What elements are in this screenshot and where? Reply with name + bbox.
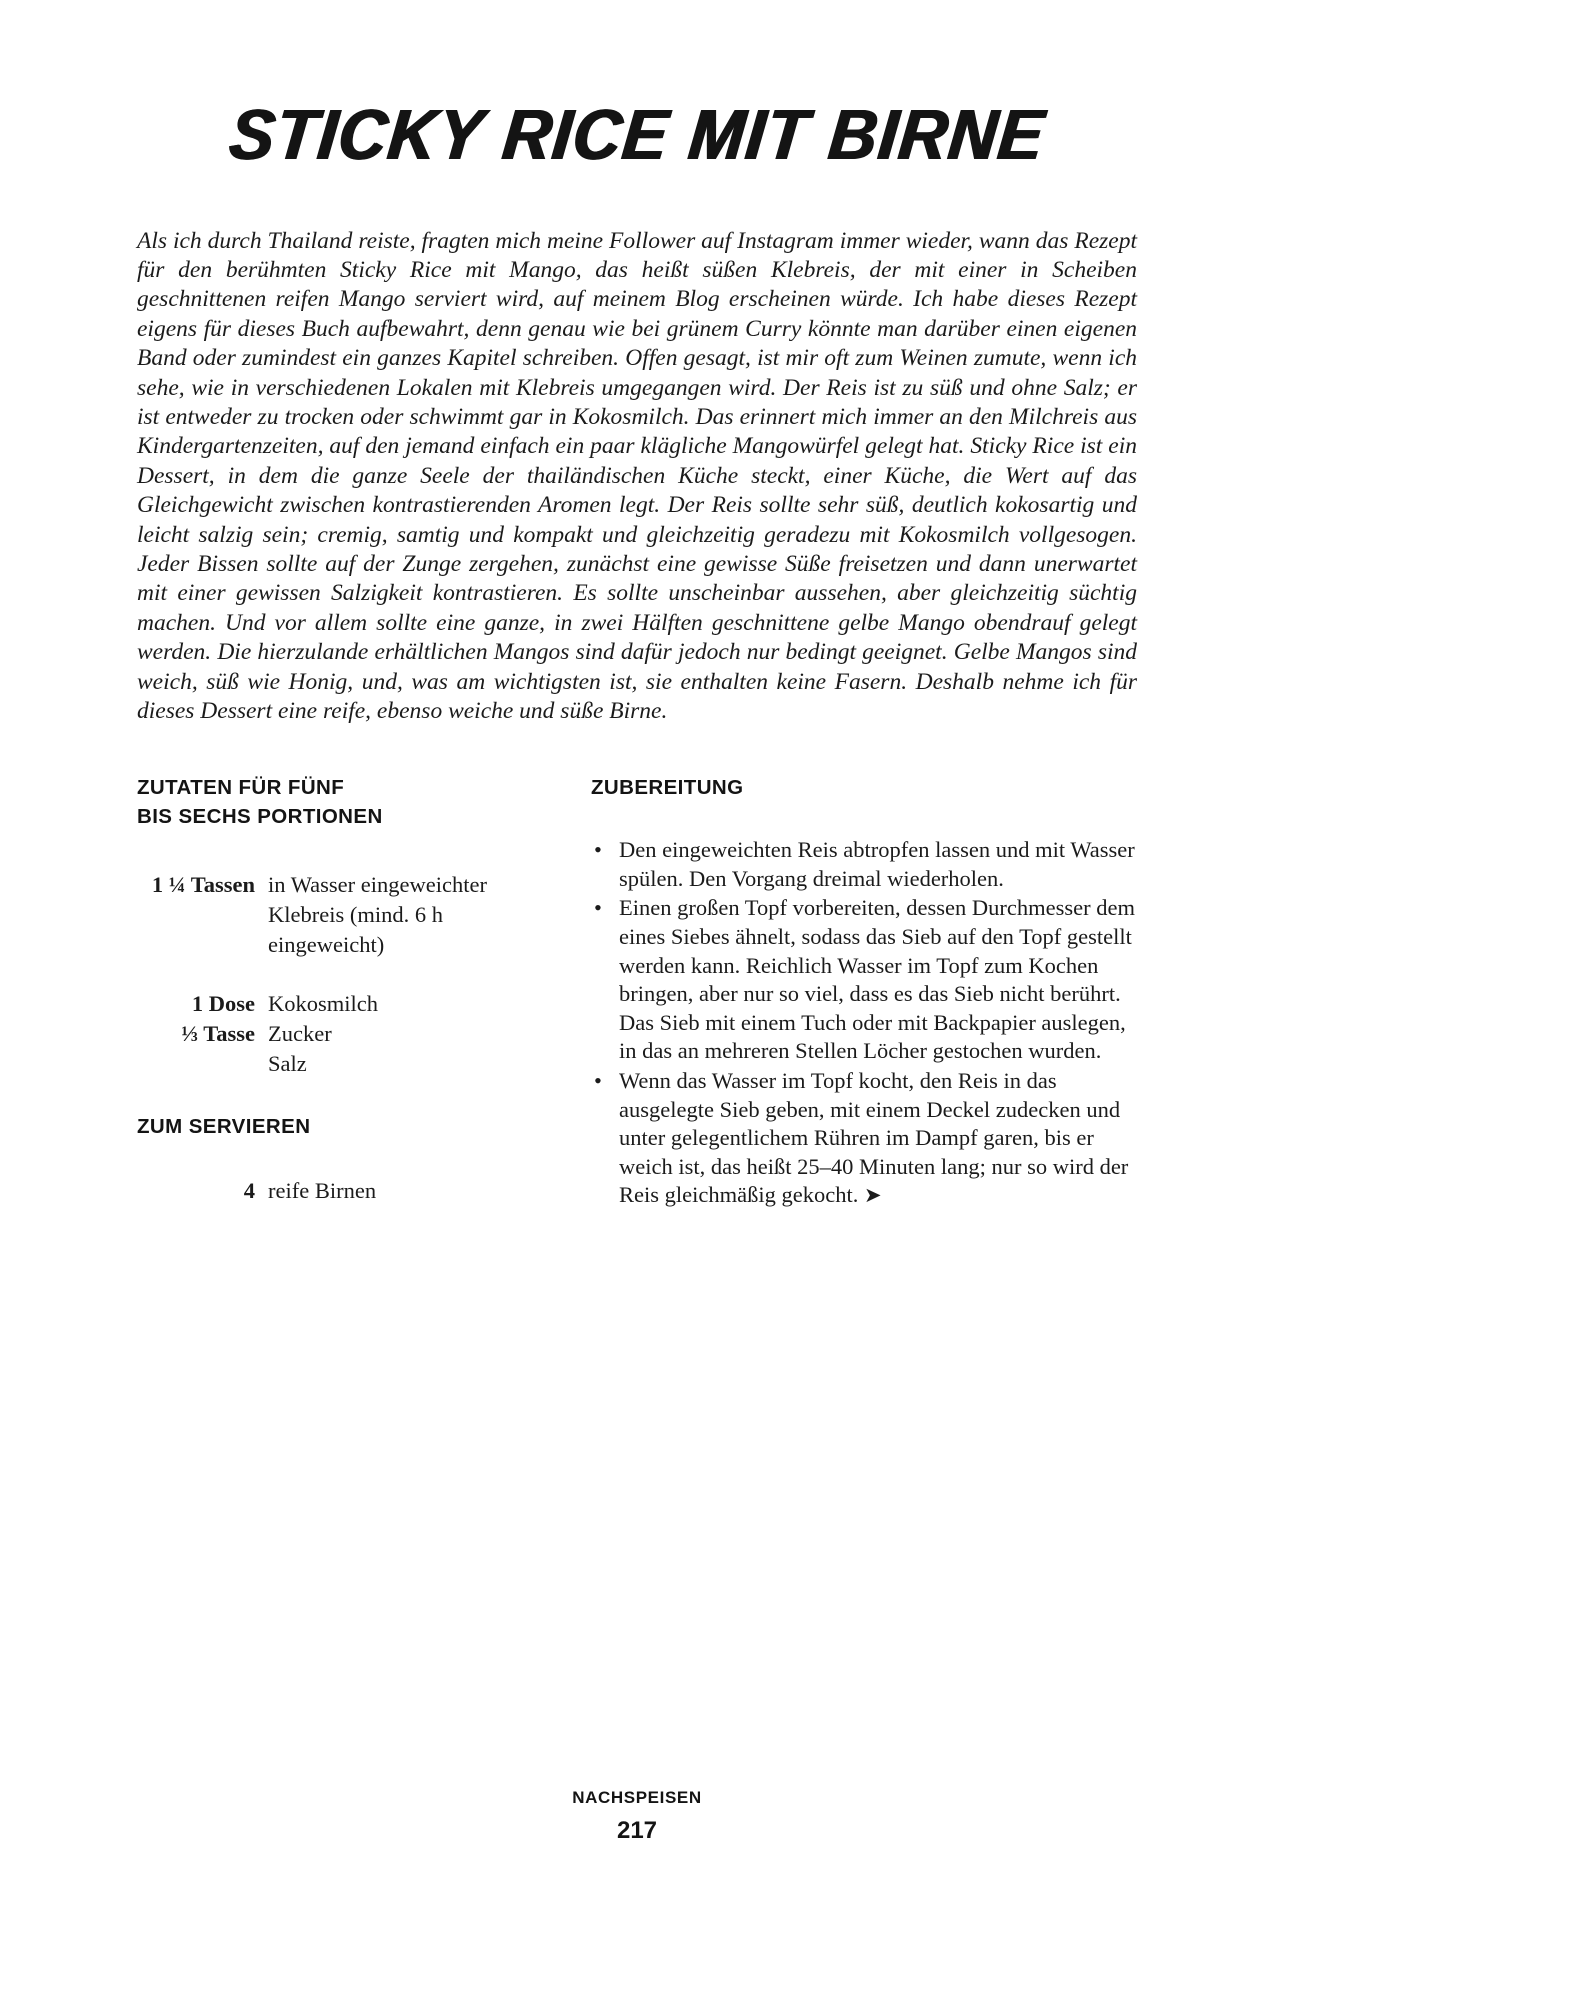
serve-list: [137, 1178, 535, 1204]
ingredient-amount: ⅓ Tasse: [181, 1020, 255, 1046]
preparation-steps: [591, 836, 1137, 1210]
ingredients-heading-line2: BIS SECHS PORTIONEN: [137, 805, 383, 829]
preparation-column: [591, 773, 1137, 1211]
preparation-step: [591, 894, 1137, 1066]
ingredient-row: [137, 870, 535, 960]
ingredient-text: Salz: [268, 1050, 307, 1076]
page-number: 217: [616, 1817, 658, 1844]
ingredient-text: Zucker: [268, 1020, 332, 1046]
recipe-page: [137, 0, 1137, 1211]
preparation-step-text: Einen großen Topf vorbereiten, dessen Durchmesser dem eines Siebes ähnelt, sodass das Sieb auf den Topf gestellt werden kann. Reichlich Wasser im Topf zum Kochen bringen, aber nur so viel, dass es das Sieb nicht berührt. Das Sieb mit einem Tuch oder mit Backpapier auslegen, in das an mehreren Stellen Löcher gestochen wurden.: [619, 895, 1135, 1064]
preparation-step-text: Den eingeweichten Reis abtropfen lassen und mit Wasser spülen. Den Vorgang dreimal wiederholen.: [619, 837, 1135, 891]
ingredient-row: [137, 989, 535, 1019]
preparation-heading: ZUBEREITUNG: [591, 775, 744, 799]
recipe-columns: [137, 773, 1137, 1211]
recipe-title-text: STICKY RICE MIT BIRNE: [225, 94, 1049, 174]
ingredient-text: reife Birnen: [268, 1178, 377, 1204]
ingredients-heading-line1: ZUTATEN FÜR FÜNF: [137, 775, 345, 799]
ingredient-amount: 1 ¼ Tassen: [151, 871, 255, 897]
ingredient-list: [137, 870, 535, 1079]
ingredient-row: [137, 1049, 535, 1079]
serve-heading: ZUM SERVIEREN: [137, 1115, 311, 1139]
preparation-step: [591, 836, 1137, 893]
ingredient-amount: 4: [243, 1178, 255, 1204]
ingredients-heading: [137, 773, 535, 832]
ingredient-row: [137, 1019, 535, 1049]
recipe-title: [137, 0, 1137, 174]
ingredient-amount: [137, 1049, 255, 1079]
ingredient-text: Kokosmilch: [268, 990, 378, 1016]
ingredient-amount: 1 Dose: [191, 990, 255, 1016]
intro-paragraph: Als ich durch Thailand reiste, fragten mich meine Follower auf Instagram immer wieder, wann das Rezept für den berühmten Sticky Rice mit Mango, das heißt süßen Klebreis, der mit einer in Scheiben geschnittenen reifen Mango serviert wird, auf meinem Blog erscheinen würde. Ich habe dieses Rezept eigens für dieses Buch aufbewahrt, denn genau wie bei grünem Curry könnte man darüber einen eigenen Band oder zumindest ein ganzes Kapitel schreiben. Offen gesagt, ist mir oft zum Weinen zumute, wenn ich sehe, wie in verschiedenen Lokalen mit Klebreis umgegangen wird. Der Reis ist zu süß und ohne Salz; er ist entweder zu trocken oder schwimmt gar in Kokosmilch. Das erinnert mich immer an den Milchreis aus Kindergartenzeiten, auf den jemand einfach ein paar klägliche Mangowürfel gelegt hat. Sticky Rice ist ein Dessert, in dem die ganze Seele der thailändischen Küche steckt, einer Küche, die Wert auf das Gleichgewicht zwischen kontrastierenden Aromen legt. Der Reis sollte sehr süß, deutlich kokosartig und leicht salzig sein; cremig, samtig und kompakt und gleichzeitig geradezu mit Kokosmilch vollgesogen. Jeder Bissen sollte auf der Zunge zergehen, zunächst eine gewisse Süße freisetzen und dann unerwartet mit einer gewissen Salzigkeit kontrastieren. Es sollte unscheinbar aussehen, aber gleichzeitig süchtig machen. Und vor allem sollte eine ganze, in zwei Hälften geschnittene gelbe Mango obendrauf gelegt werden. Die hierzulande erhältlichen Mangos sind dafür jedoch nur bedingt geeignet. Gelbe Mangos sind weich, süß wie Honig, und, was am wichtigsten ist, sie enthalten keine Fasern. Deshalb nehme ich für dieses Dessert eine reife, ebenso weiche und süße Birne.: [137, 227, 1137, 725]
continued-arrow-icon: ➤: [863, 1183, 882, 1208]
ingredient-row: [137, 1178, 535, 1204]
preparation-step: [591, 1067, 1137, 1210]
ingredient-text: in Wasser eingeweichter Klebreis (mind. 6 h eingeweicht): [268, 871, 487, 957]
chapter-label: NACHSPEISEN: [572, 1788, 702, 1807]
preparation-step-text: Wenn das Wasser im Topf kocht, den Reis in das ausgelegte Sieb geben, mit einem Deckel zudecken und unter gelegentlichem Rühren im Dampf garen, bis er weich ist, das heißt 25–40 Minuten lang; nur so wird der Reis gleichmäßig gekocht.: [619, 1067, 1129, 1208]
ingredients-column: [137, 773, 535, 1205]
page-footer: [137, 1788, 1137, 1845]
